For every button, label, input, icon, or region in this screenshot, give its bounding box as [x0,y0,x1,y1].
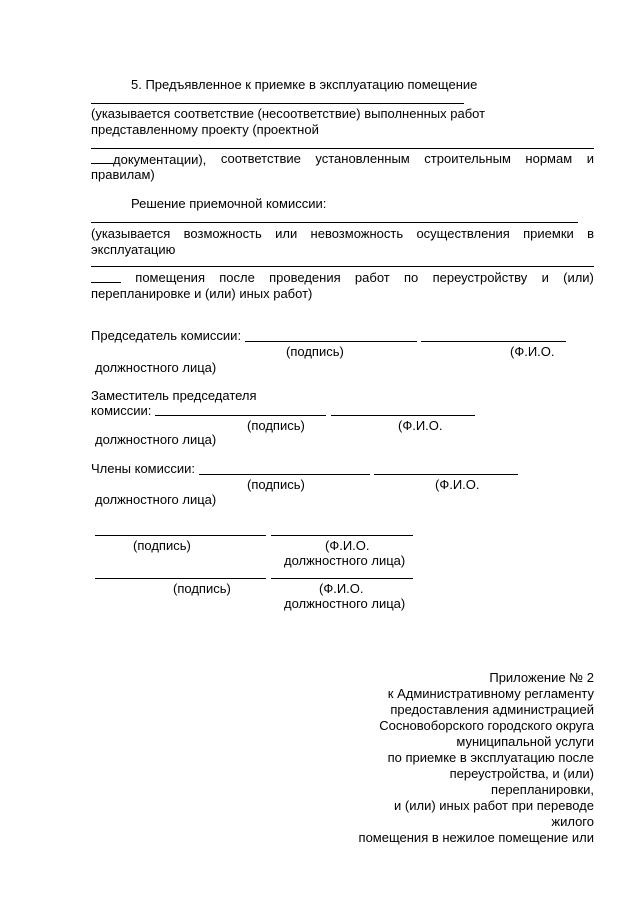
member-signature-line[interactable] [199,474,370,475]
signature-caption: (подпись) [173,581,231,596]
note-word: и [541,270,549,285]
note-word: приемки [523,226,574,241]
decision-note2-line2: перепланировке и (или) иных работ) [91,286,313,301]
blank-line[interactable] [91,151,113,164]
signature-caption: (подпись) [247,477,305,492]
appendix-line: Сосновоборского городского округа [379,718,594,733]
note-word: (указывается [91,226,171,241]
decision-title: Решение приемочной комиссии: [131,196,327,211]
note-word: возможность [183,226,262,241]
decision-note1-line2: эксплуатацию [91,242,176,257]
appendix-line: предоставления администрацией [390,702,594,717]
signature-caption: (подпись) [247,418,305,433]
note-word: по [404,270,419,285]
chairman-fio-line[interactable] [421,341,566,342]
official-caption: должностного лица) [284,553,406,568]
note-word: в [587,226,594,241]
note-word: и [586,151,594,166]
note-word: помещения [135,270,205,285]
blank-line[interactable] [91,103,464,104]
appendix-line: помещения в нежилое помещение или [358,830,594,845]
note-word: проведения [269,270,341,285]
deputy-signature-line[interactable] [155,415,326,416]
note-word: невозможность [310,226,404,241]
note-word: нормам [525,151,573,166]
appendix-line: переустройства, и (или) [449,766,594,781]
note-word: переустройству [432,270,528,285]
fio-caption: (Ф.И.О. [398,418,443,433]
note-word: документации), [91,151,206,168]
note-word: соответствие [220,151,301,166]
member-fio-line[interactable] [271,578,413,579]
appendix-line: перепланировки, [491,782,594,797]
signature-caption: (подпись) [133,538,191,553]
section5-note2-line1 [91,151,594,168]
note-word: строительным [424,151,511,166]
members-label: Члены комиссии: [91,461,196,476]
deputy-label-line1: Заместитель председателя [91,388,257,403]
decision-note1-line1 [91,226,594,242]
member-signature-line[interactable] [95,535,266,536]
official-caption: должностного лица) [284,596,406,611]
official-caption: должностного лица) [95,492,217,507]
decision-note2-line1 [91,270,594,286]
fio-caption: (Ф.И.О. [435,477,480,492]
blank-line[interactable] [91,222,578,223]
appendix-line: и (или) иных работ при переводе [394,798,594,813]
note-word: осуществления [416,226,510,241]
fio-caption: (Ф.И.О. [325,538,370,553]
chairman-signature-line[interactable] [245,341,417,342]
fio-caption: (Ф.И.О. [510,344,555,359]
signature-caption: (подпись) [286,344,344,359]
official-caption: должностного лица) [95,360,217,375]
official-caption: должностного лица) [95,432,217,447]
note-word: после [219,270,255,285]
appendix-line: жилого [551,814,594,829]
blank-line[interactable] [91,148,594,149]
blank-line[interactable] [91,270,121,283]
appendix-line: муниципальной услуги [456,734,594,749]
chairman-label: Председатель комиссии: [91,328,242,343]
deputy-label-line2: комиссии: [91,403,152,418]
deputy-fio-line[interactable] [331,415,475,416]
appendix-line: Приложение № 2 [489,670,594,685]
member-fio-line[interactable] [271,535,413,536]
note-word: или [275,226,298,241]
section5-title: 5. Предъявленное к приемке в эксплуатацию помещение [131,77,478,92]
section5-note2-line2: правилам) [91,167,155,182]
note-word: работ [354,270,390,285]
appendix-line: к Административному регламенту [387,686,594,701]
appendix-line: по приемке в эксплуатацию после [387,750,594,765]
fio-caption: (Ф.И.О. [319,581,364,596]
member-signature-line[interactable] [95,578,266,579]
member-fio-line[interactable] [374,474,518,475]
note-word: (или) [563,270,594,285]
section5-note1-line1: (указывается соответствие (несоответствие) выполненных работ [91,106,486,121]
blank-line[interactable] [91,266,594,267]
section5-note1-line2: представленному проекту (проектной [91,122,319,137]
note-word: установленным [315,151,410,166]
